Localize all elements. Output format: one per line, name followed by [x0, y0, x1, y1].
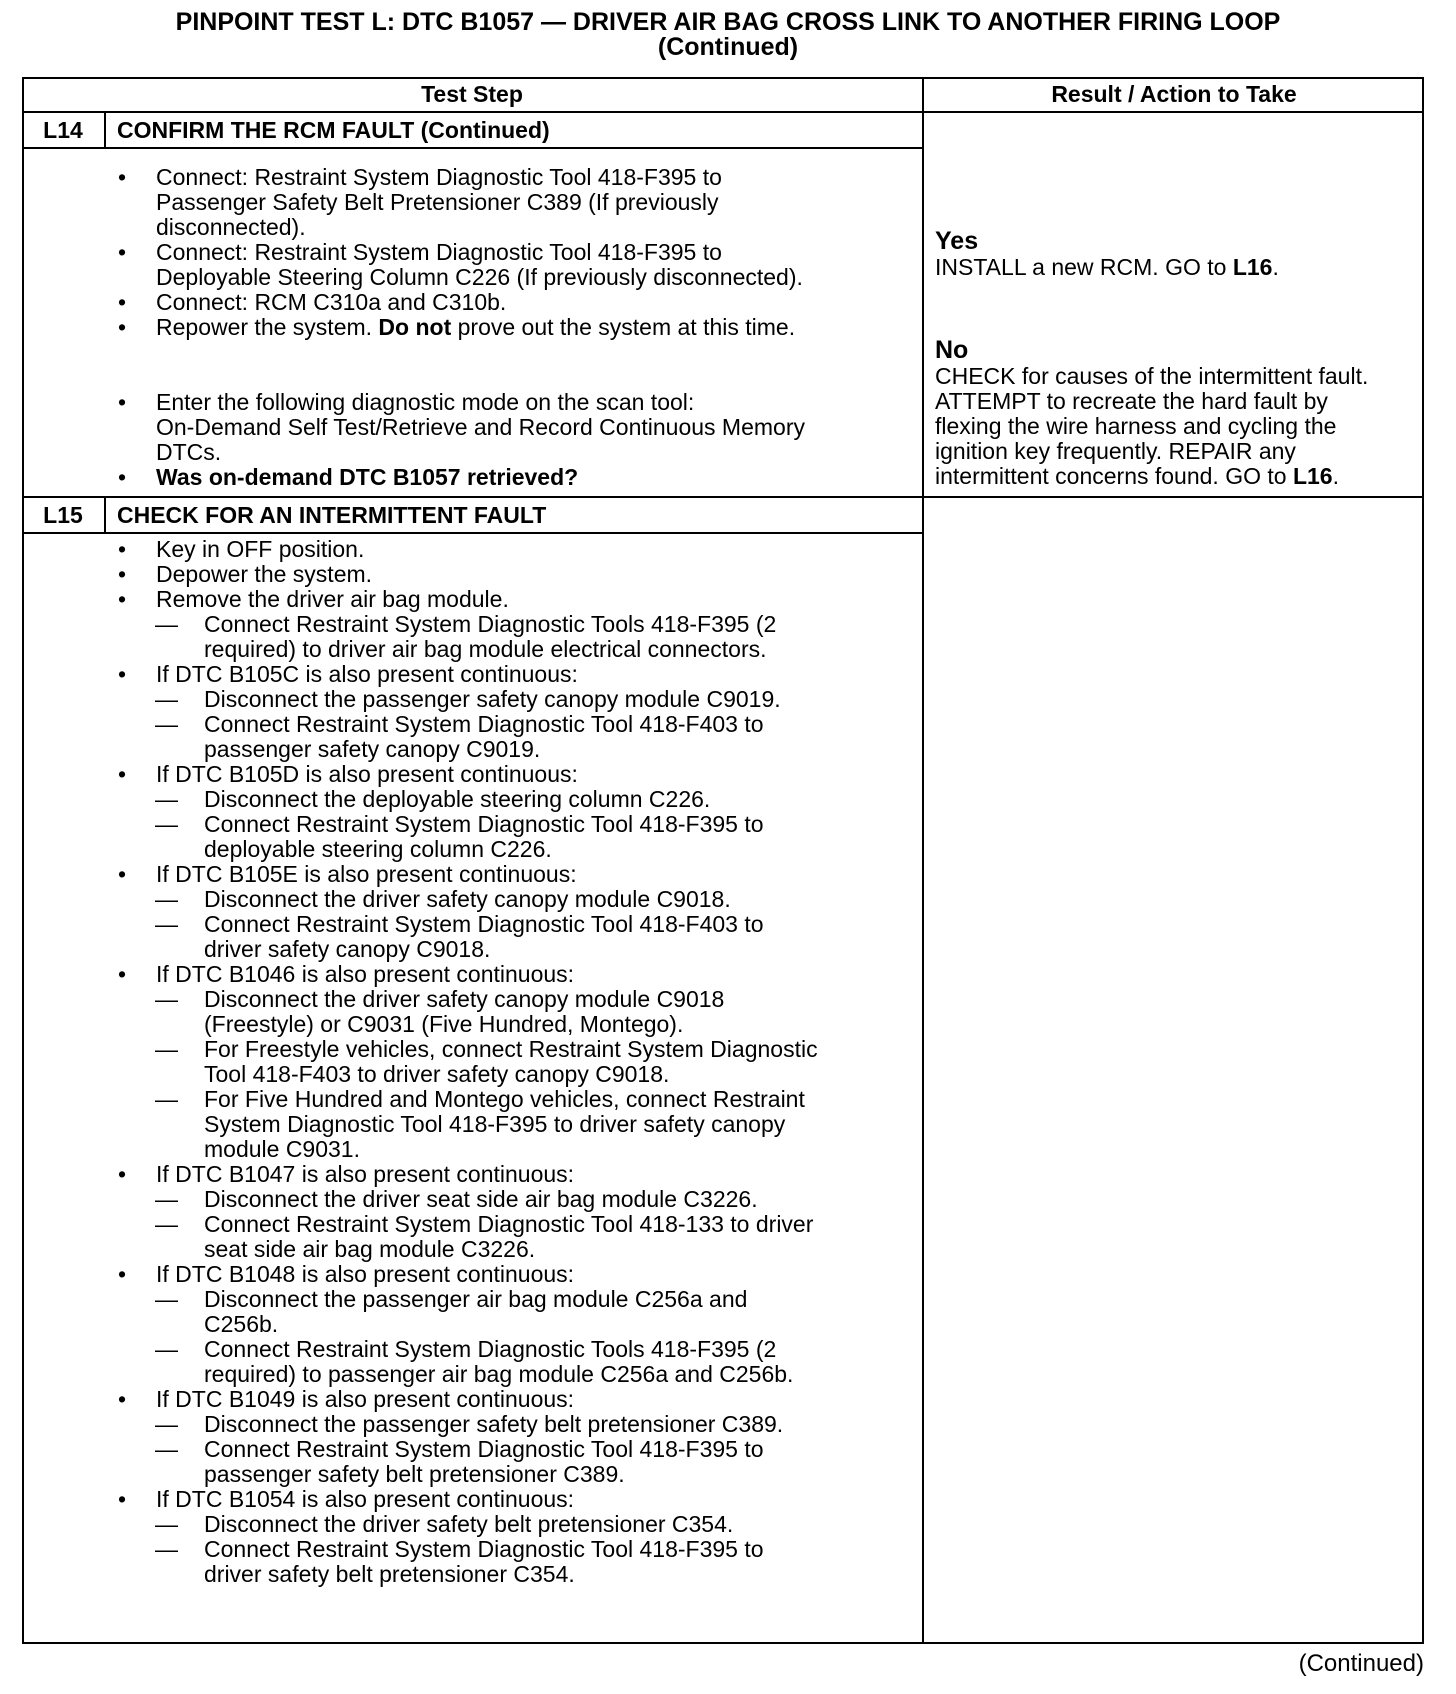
step-title-l14: CONFIRM THE RCM FAULT (Continued) — [117, 117, 550, 143]
dash-icon: — — [155, 1436, 178, 1462]
dash-icon: — — [155, 1086, 178, 1112]
sub-item: — Disconnect the driver seat side air bag module C3226. — [155, 1186, 758, 1212]
result-l14 — [935, 228, 1420, 489]
list-item: • If DTC B1046 is also present continuous: — [118, 961, 575, 987]
dash-icon: — — [155, 611, 178, 637]
dash-icon: — — [155, 886, 178, 912]
dash-icon: — — [155, 1036, 178, 1062]
list-item: • Key in OFF position. — [118, 536, 365, 562]
bullet-icon: • — [118, 1161, 127, 1187]
sub-item-cont: passenger safety belt pretensioner C389. — [204, 1461, 625, 1487]
list-item-cont: On-Demand Self Test/Retrieve and Record Continuous Memory — [156, 414, 805, 440]
bullet-icon: • — [118, 586, 127, 612]
bullet-icon: • — [118, 861, 127, 887]
list-item: • Connect: Restraint System Diagnostic Tool 418-F395 to — [118, 164, 722, 190]
bullet-icon: • — [118, 1261, 127, 1287]
sub-item-cont: Tool 418-F403 to driver safety canopy C9018. — [204, 1061, 670, 1087]
sub-item: — Connect Restraint System Diagnostic Tools 418-F395 (2 — [155, 611, 777, 637]
step-content-l15 — [118, 537, 918, 1587]
bullet-icon: • — [118, 389, 127, 415]
list-item: • If DTC B105C is also present continuous: — [118, 661, 578, 687]
sub-item-cont: C256b. — [204, 1311, 279, 1337]
header-result: Result / Action to Take — [1051, 81, 1297, 107]
sub-item-cont: seat side air bag module C3226. — [204, 1236, 536, 1262]
list-item: • Repower the system. Do not prove out the system at this time. — [118, 314, 796, 340]
bullet-icon: • — [118, 1386, 127, 1412]
bullet-icon: • — [118, 536, 127, 562]
sub-item: — Disconnect the driver safety canopy module C9018. — [155, 886, 731, 912]
step-title-l15: CHECK FOR AN INTERMITTENT FAULT — [117, 502, 547, 528]
sub-item: — Disconnect the driver safety belt pretensioner C354. — [155, 1511, 734, 1537]
header-test-step: Test Step — [421, 81, 523, 107]
bullet-icon: • — [118, 164, 127, 190]
list-item-cont: Deployable Steering Column C226 (If previously disconnected). — [156, 264, 803, 290]
step-divider — [22, 496, 1424, 498]
list-item-cont: Passenger Safety Belt Pretensioner C389 (If previously — [156, 189, 719, 215]
dash-icon: — — [155, 1336, 178, 1362]
sub-item-cont: required) to passenger air bag module C256a and C256b. — [204, 1361, 794, 1387]
sub-item: — Disconnect the driver safety canopy module C9018 — [155, 986, 725, 1012]
dash-icon: — — [155, 686, 178, 712]
result-no-line: ignition key frequently. REPAIR any — [935, 438, 1296, 464]
list-item: • If DTC B105E is also present continuous: — [118, 861, 577, 887]
step-id-l14: L14 — [43, 117, 83, 143]
column-divider — [922, 77, 924, 1644]
list-item-cont: DTCs. — [156, 439, 222, 465]
bullet-icon: • — [118, 561, 127, 587]
result-no-line: CHECK for causes of the intermittent fault. — [935, 363, 1369, 389]
result-no-line: intermittent concerns found. GO to L16. — [935, 463, 1339, 489]
bullet-icon: • — [118, 1486, 127, 1512]
sub-item: — Connect Restraint System Diagnostic Tool 418-F395 to — [155, 811, 764, 837]
dash-icon: — — [155, 1186, 178, 1212]
bullet-icon: • — [118, 239, 127, 265]
list-item-cont: disconnected). — [156, 214, 306, 240]
sub-item-cont: (Freestyle) or C9031 (Five Hundred, Montego). — [204, 1011, 684, 1037]
continued-footer: (Continued) — [1298, 1650, 1424, 1677]
bullet-icon: • — [118, 661, 127, 687]
dash-icon: — — [155, 786, 178, 812]
list-item: • If DTC B1054 is also present continuous: — [118, 1486, 575, 1512]
result-no-label: No — [935, 336, 969, 364]
l15-id-divider — [104, 498, 106, 533]
sub-item-cont: driver safety canopy C9018. — [204, 936, 491, 962]
list-item: • Was on-demand DTC B1057 retrieved? — [118, 464, 579, 490]
list-item: • Enter the following diagnostic mode on the scan tool: — [118, 389, 695, 415]
sub-item: — Disconnect the passenger safety belt pretensioner C389. — [155, 1411, 784, 1437]
list-item: • Connect: RCM C310a and C310b. — [118, 289, 507, 315]
sub-item: — Disconnect the passenger air bag module C256a and — [155, 1286, 748, 1312]
sub-item: — Connect Restraint System Diagnostic Tools 418-F395 (2 — [155, 1336, 777, 1362]
dash-icon: — — [155, 1211, 178, 1237]
sub-item: — Connect Restraint System Diagnostic Tool 418-F403 to — [155, 911, 764, 937]
dash-icon: — — [155, 1536, 178, 1562]
result-no-line: ATTEMPT to recreate the hard fault by — [935, 388, 1328, 414]
dash-icon: — — [155, 911, 178, 937]
bullet-icon: • — [118, 761, 127, 787]
title-line-1: PINPOINT TEST L: DTC B1057 — DRIVER AIR BAG CROSS LINK TO ANOTHER FIRING LOOP — [175, 8, 1281, 36]
result-yes-text: INSTALL a new RCM. GO to L16. — [935, 254, 1279, 280]
sub-item: — Connect Restraint System Diagnostic Tool 418-133 to driver — [155, 1211, 814, 1237]
bullet-icon: • — [118, 314, 127, 340]
header-divider — [22, 111, 1424, 113]
sub-item: — Disconnect the deployable steering column C226. — [155, 786, 711, 812]
sub-item: — For Freestyle vehicles, connect Restraint System Diagnostic — [155, 1036, 818, 1062]
bullet-icon: • — [118, 961, 127, 987]
dash-icon: — — [155, 986, 178, 1012]
list-item: • If DTC B1049 is also present continuous: — [118, 1386, 575, 1412]
sub-item-cont: required) to driver air bag module electrical connectors. — [204, 636, 767, 662]
dash-icon: — — [155, 1511, 178, 1537]
sub-item: — Connect Restraint System Diagnostic Tool 418-F403 to — [155, 711, 764, 737]
bullet-icon: • — [118, 289, 127, 315]
result-no-line: flexing the wire harness and cycling the — [935, 413, 1337, 439]
l14-title-underline — [22, 147, 922, 149]
dash-icon: — — [155, 1286, 178, 1312]
l14-id-divider — [104, 113, 106, 148]
sub-item-cont: deployable steering column C226. — [204, 836, 552, 862]
step-id-l15: L15 — [43, 502, 83, 528]
dash-icon: — — [155, 1411, 178, 1437]
sub-item-cont: driver safety belt pretensioner C354. — [204, 1561, 575, 1587]
sub-item-cont: passenger safety canopy C9019. — [204, 736, 541, 762]
dash-icon: — — [155, 711, 178, 737]
list-item: • If DTC B1048 is also present continuous: — [118, 1261, 575, 1287]
list-item: • If DTC B105D is also present continuous: — [118, 761, 578, 787]
list-item: • Connect: Restraint System Diagnostic Tool 418-F395 to — [118, 239, 722, 265]
list-item: • If DTC B1047 is also present continuous: — [118, 1161, 575, 1187]
sub-item: — Disconnect the passenger safety canopy module C9019. — [155, 686, 781, 712]
result-yes-label: Yes — [935, 227, 979, 255]
l15-title-underline — [22, 532, 922, 534]
step-content-l14 — [118, 165, 918, 490]
sub-item-cont: module C9031. — [204, 1136, 360, 1162]
bullet-icon: • — [118, 464, 127, 490]
sub-item: — Connect Restraint System Diagnostic Tool 418-F395 to — [155, 1436, 764, 1462]
page-title — [0, 10, 1456, 60]
sub-item: — For Five Hundred and Montego vehicles, connect Restraint — [155, 1086, 805, 1112]
title-line-2: (Continued) — [657, 33, 799, 61]
dash-icon: — — [155, 811, 178, 837]
sub-item: — Connect Restraint System Diagnostic Tool 418-F395 to — [155, 1536, 764, 1562]
list-item: • Remove the driver air bag module. — [118, 586, 509, 612]
list-item: • Depower the system. — [118, 561, 373, 587]
sub-item-cont: System Diagnostic Tool 418-F395 to driver safety canopy — [204, 1111, 786, 1137]
